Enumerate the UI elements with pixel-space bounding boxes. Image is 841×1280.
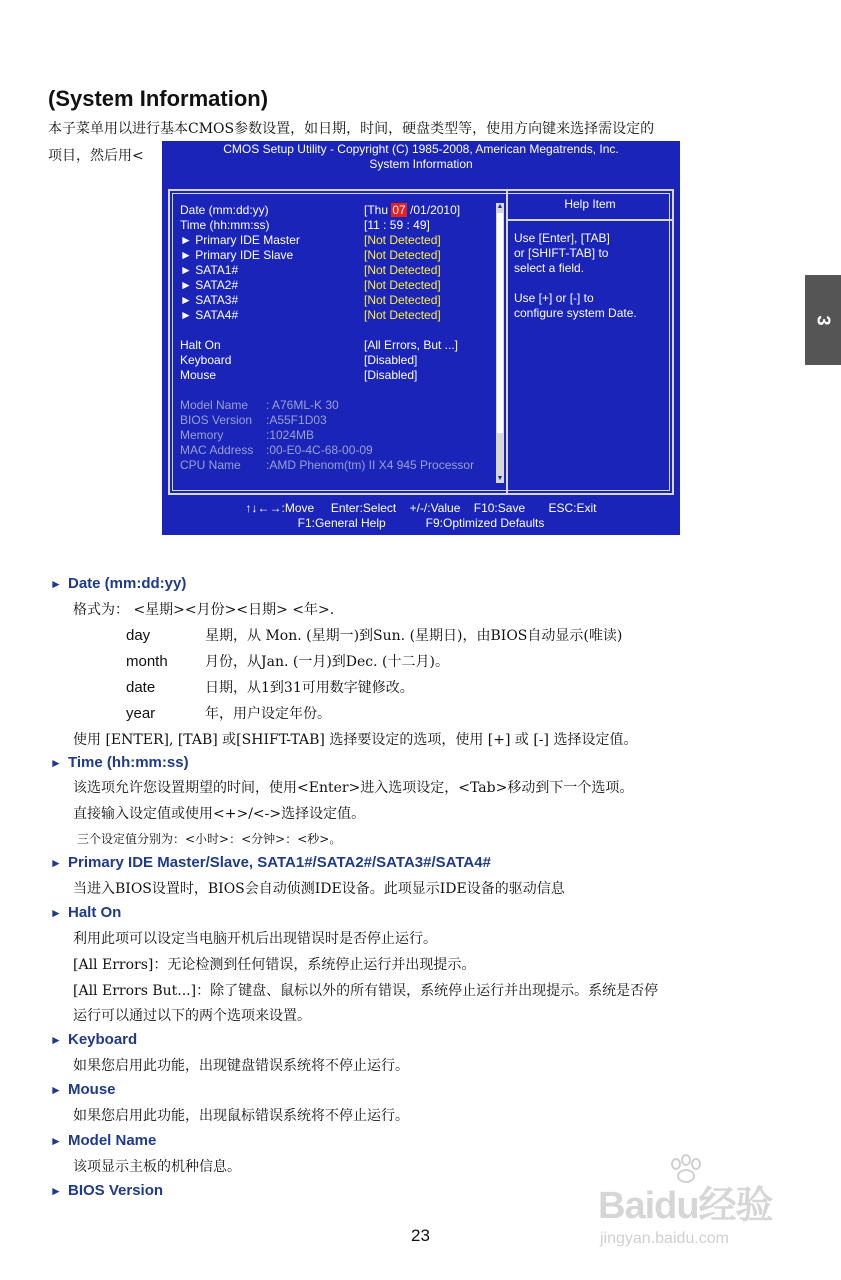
bios-item-sata3[interactable]: ► SATA3# [180,293,239,307]
triangle-bullet-icon: ► [50,577,62,591]
term-date: date [126,679,156,696]
keyboard-text-1: 如果您启用此功能，出现键盘错误系统将不停止运行。 [73,1058,409,1074]
key-hint-value: +/-/:Value [409,501,461,515]
date-format-text: 格式为： <星期><月份><日期> <年>. [73,602,335,618]
bios-info-model-name: Model Name : A76ML-K 30 [180,398,339,412]
intro-text-line-1: 本子菜单用以进行基本CMOS参数设置，如日期，时间，硬盘类型等，使用方向键来选择需设定的 [48,121,655,137]
page-title: (System Information) [48,86,269,111]
scroll-down-arrow-icon[interactable]: ▼ [496,475,504,482]
key-hint-exit: ESC:Exit [548,501,597,515]
bios-item-primary-ide-master[interactable]: ► Primary IDE Master [180,233,300,247]
bios-main-frame [168,189,674,495]
bios-info-bios-version: BIOS Version :A55F1D03 [180,413,327,427]
bios-item-sata2[interactable]: ► SATA2# [180,278,239,292]
section-heading-time: ► Time (hh:mm:ss) [50,752,189,774]
date-usage-text: 使用 [ENTER], [TAB] 或[SHIFT-TAB] 选择要设定的选项，使用 [+] 或 [-] 选择设定值。 [73,732,638,748]
help-line: Use [Enter], [TAB] [514,231,610,245]
watermark-url: jingyan.baidu.com [600,1230,729,1247]
date-month-highlight[interactable]: 07 [392,203,406,217]
bios-value-sata4: [Not Detected] [364,308,441,322]
halt-text-2: [All Errors]：无论检测到任何错误，系统停止运行并出现提示。 [73,957,476,973]
term-date-desc: 日期，从1到31可用数字键修改。 [205,680,414,696]
triangle-bullet-icon: ► [50,756,62,770]
triangle-bullet-icon: ► [50,856,62,870]
bios-value-time[interactable]: [11 : 59 : 49] [364,218,430,232]
help-line: configure system Date. [514,306,637,320]
bios-info-mac-address: MAC Address :00-E0-4C-68-00-09 [180,443,373,457]
ide-text-1: 当进入BIOS设置时，BIOS会自动侦测IDE设备。此项显示IDE设备的驱动信息 [73,881,565,897]
key-hint-general-help: F1:General Help [297,516,386,530]
time-text-3: 三个设定值分别为：<小时>：<分钟>：<秒>。 [77,832,342,846]
chapter-tab [805,275,841,365]
bios-value-mouse[interactable]: [Disabled] [364,368,418,382]
section-heading-mouse: ► Mouse [50,1079,116,1101]
term-year-desc: 年，用户设定年份。 [205,706,331,722]
bios-value-sata1: [Not Detected] [364,263,441,277]
term-year: year [126,705,156,722]
scroll-up-arrow-icon[interactable]: ▲ [496,203,504,210]
key-hint-move: ↑↓←→:Move [245,501,315,515]
bios-item-mouse[interactable]: Mouse [180,368,217,382]
intro-text-line-2: 项目，然后用< [48,148,144,164]
key-hint-optimized-defaults: F9:Optimized Defaults [425,516,545,530]
bios-value-primary-ide-slave: [Not Detected] [364,248,441,262]
help-item-title: Help Item [564,197,616,211]
bios-header-title: CMOS Setup Utility - Copyright (C) 1985-2008, American Megatrends, Inc. [223,142,619,156]
section-heading-bios-version: ► BIOS Version [50,1180,163,1202]
bios-item-date[interactable]: Date (mm:dd:yy) [180,203,269,217]
section-heading-ide: ► Primary IDE Master/Slave, SATA1#/SATA2#/SATA3#/SATA4# [50,852,491,874]
halt-text-3: [All Errors But...]：除了键盘、鼠标以外的所有错误，系统停止运行并出现提示。系统是否停 [73,983,659,999]
time-text-1: 该选项允许您设置期望的时间，使用<Enter>进入选项设定，<Tab>移动到下一个选项。 [73,780,634,796]
bios-value-primary-ide-master: [Not Detected] [364,233,441,247]
bios-scrollbar[interactable] [496,203,504,483]
bios-footer-keys [162,501,680,516]
triangle-bullet-icon: ► [50,1134,62,1148]
key-hint-select: Enter:Select [330,501,397,515]
bios-info-cpu-name: CPU Name :AMD Phenom(tm) II X4 945 Processor [180,458,475,472]
term-day-desc: 星期，从 Mon. (星期一)到Sun. (星期日)，由BIOS自动显示(唯读) [205,628,623,644]
halt-text-4: 运行可以通过以下的两个选项来设置。 [73,1008,311,1024]
help-item-text [514,231,637,321]
bios-value-keyboard[interactable]: [Disabled] [364,353,418,367]
triangle-bullet-icon: ► [50,1083,62,1097]
halt-text-1: 利用此项可以设定当电脑开机后出现错误时是否停止运行。 [73,931,437,947]
bios-item-sata4[interactable]: ► SATA4# [180,308,239,322]
triangle-bullet-icon: ► [50,1033,62,1047]
mouse-text-1: 如果您启用此功能，出现鼠标错误系统将不停止运行。 [73,1108,409,1124]
help-line: Use [+] or [-] to [514,291,594,305]
watermark-logo: Baidu经验 [598,1185,773,1227]
bios-item-halt-on[interactable]: Halt On [180,338,221,352]
bios-value-sata3: [Not Detected] [364,293,441,307]
triangle-bullet-icon: ► [50,1184,62,1198]
bios-item-keyboard[interactable]: Keyboard [180,353,232,367]
help-line: select a field. [514,261,585,275]
bios-value-halt-on[interactable]: [All Errors, But ...] [364,338,459,352]
bios-value-date[interactable]: [Thu 07 /01/2010] [364,203,461,217]
page-number: 23 [411,1226,430,1245]
section-heading-keyboard: ► Keyboard [50,1029,137,1051]
section-heading-halt-on: ► Halt On [50,902,121,924]
help-line: or [SHIFT-TAB] to [514,246,609,260]
section-heading-date: ► Date (mm:dd:yy) [50,573,186,595]
term-month-desc: 月份，从Jan. (一月)到Dec. (十二月)。 [205,654,449,670]
bios-screenshot [162,141,680,535]
term-day: day [126,627,151,644]
key-hint-save: F10:Save [473,501,526,515]
baidu-watermark [598,1150,798,1260]
scrollbar-thumb[interactable] [497,213,503,433]
bios-divider [506,191,508,493]
chapter-number: 3 [813,314,834,326]
section-heading-model-name: ► Model Name [50,1130,156,1152]
bios-footer-keys-2 [162,516,680,531]
bios-header-subtitle: System Information [369,157,473,171]
term-month: month [126,653,168,670]
bios-item-sata1[interactable]: ► SATA1# [180,263,239,277]
model-text-1: 该项显示主板的机种信息。 [73,1159,241,1175]
time-text-2: 直接输入设定值或使用<+>/<->选择设定值。 [73,806,366,822]
bios-value-sata2: [Not Detected] [364,278,441,292]
bios-item-primary-ide-slave[interactable]: ► Primary IDE Slave [180,248,294,262]
bios-info-memory: Memory :1024MB [180,428,315,442]
bios-item-time[interactable]: Time (hh:mm:ss) [180,218,270,232]
triangle-bullet-icon: ► [50,906,62,920]
